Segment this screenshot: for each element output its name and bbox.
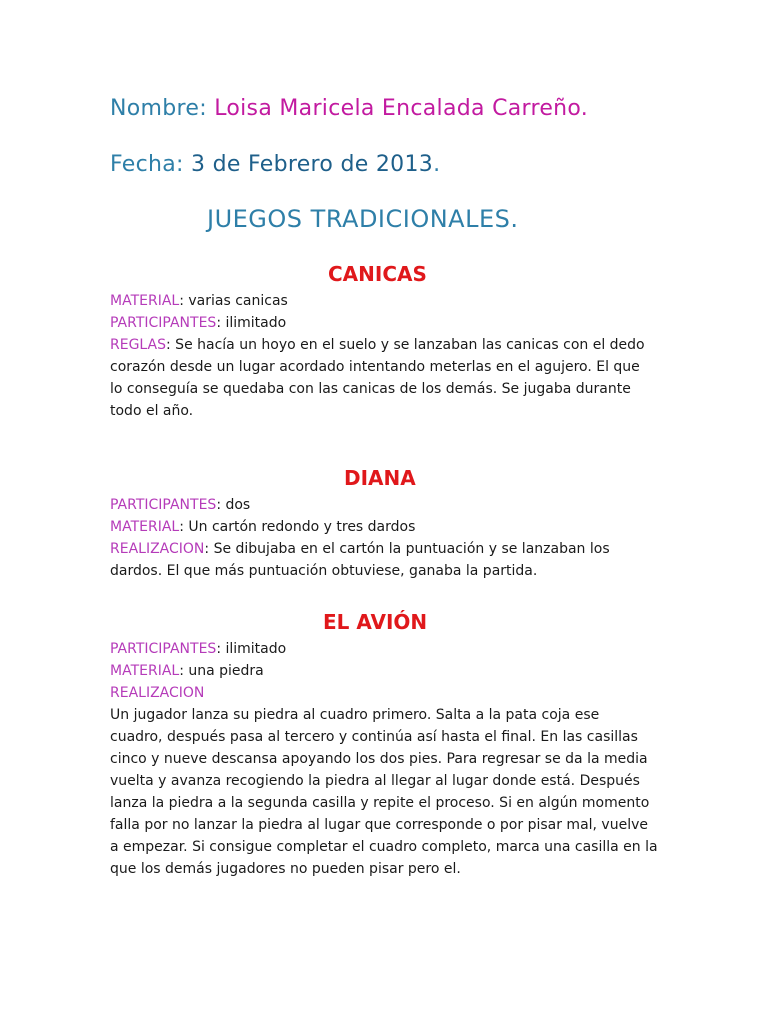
avion-realizacion-label	[110, 682, 204, 704]
section-heading-diana: DIANA	[344, 466, 416, 490]
realizacion-label: REALIZACION	[110, 685, 205, 701]
avion-realizacion-line-4: vuelta y avanza recogiendo la piedra al llegar al lugar donde está. Después	[110, 773, 640, 789]
fecha-line	[110, 152, 440, 177]
material-value: : una piedra	[179, 663, 264, 679]
avion-material	[110, 660, 264, 682]
material-label: MATERIAL	[110, 663, 180, 679]
fecha-period: .	[433, 152, 441, 177]
diana-realizacion-line-2: dardos. El que más puntuación obtuviese, ganaba la partida.	[110, 563, 538, 579]
diana-realizacion-line-1	[110, 538, 610, 560]
avion-realizacion-line-1: Un jugador lanza su piedra al cuadro primero. Salta a la pata coja ese	[110, 707, 600, 723]
realizacion-text: : Se dibujaba en el cartón la puntuación y se lanzaban los	[204, 541, 610, 557]
section-heading-canicas: CANICAS	[328, 262, 427, 286]
canicas-material	[110, 290, 288, 312]
nombre-line	[110, 96, 588, 121]
nombre-value: Loisa Maricela Encalada Carreño.	[214, 96, 589, 121]
avion-participantes	[110, 638, 286, 660]
section-heading-el-avion: EL AVIÓN	[323, 610, 428, 634]
material-label: MATERIAL	[110, 519, 180, 535]
material-value: : varias canicas	[179, 293, 288, 309]
participantes-label: PARTICIPANTES	[110, 315, 217, 331]
nombre-label: Nombre:	[110, 96, 207, 121]
fecha-value: 3 de Febrero de 2013	[191, 152, 434, 177]
avion-realizacion-line-2: cuadro, después pasa al tercero y continúa así hasta el final. En las casillas	[110, 729, 638, 745]
canicas-reglas-line-3: lo conseguía se quedaba con las canicas de los demás. Se jugaba durante	[110, 381, 631, 397]
diana-material	[110, 516, 415, 538]
realizacion-label: REALIZACION	[110, 541, 205, 557]
canicas-reglas-line-2: corazón desde un lugar acordado intentando meterlas en el agujero. El que	[110, 359, 640, 375]
avion-realizacion-line-5: lanza la piedra a la segunda casilla y repite el proceso. Si en algún momento	[110, 795, 650, 811]
canicas-reglas-line-4: todo el año.	[110, 403, 194, 419]
diana-participantes	[110, 494, 250, 516]
document-title: JUEGOS TRADICIONALES.	[207, 205, 519, 233]
canicas-reglas-line-1	[110, 334, 645, 356]
avion-realizacion-line-3: cinco y nueve descansa apoyando los dos pies. Para regresar se da la media	[110, 751, 648, 767]
participantes-label: PARTICIPANTES	[110, 497, 217, 513]
material-value: : Un cartón redondo y tres dardos	[179, 519, 416, 535]
avion-realizacion-line-7: a empezar. Si consigue completar el cuadro completo, marca una casilla en la	[110, 839, 658, 855]
fecha-label: Fecha:	[110, 152, 184, 177]
reglas-label: REGLAS	[110, 337, 167, 353]
avion-realizacion-line-8: que los demás jugadores no pueden pisar pero el.	[110, 861, 461, 877]
material-label: MATERIAL	[110, 293, 180, 309]
participantes-label: PARTICIPANTES	[110, 641, 217, 657]
participantes-value: : dos	[216, 497, 251, 513]
canicas-participantes	[110, 312, 286, 334]
reglas-text: : Se hacía un hoyo en el suelo y se lanzaban las canicas con el dedo	[166, 337, 645, 353]
participantes-value: : ilimitado	[216, 315, 287, 331]
participantes-value: : ilimitado	[216, 641, 287, 657]
avion-realizacion-line-6: falla por no lanzar la piedra al lugar que corresponde o por pisar mal, vuelve	[110, 817, 648, 833]
